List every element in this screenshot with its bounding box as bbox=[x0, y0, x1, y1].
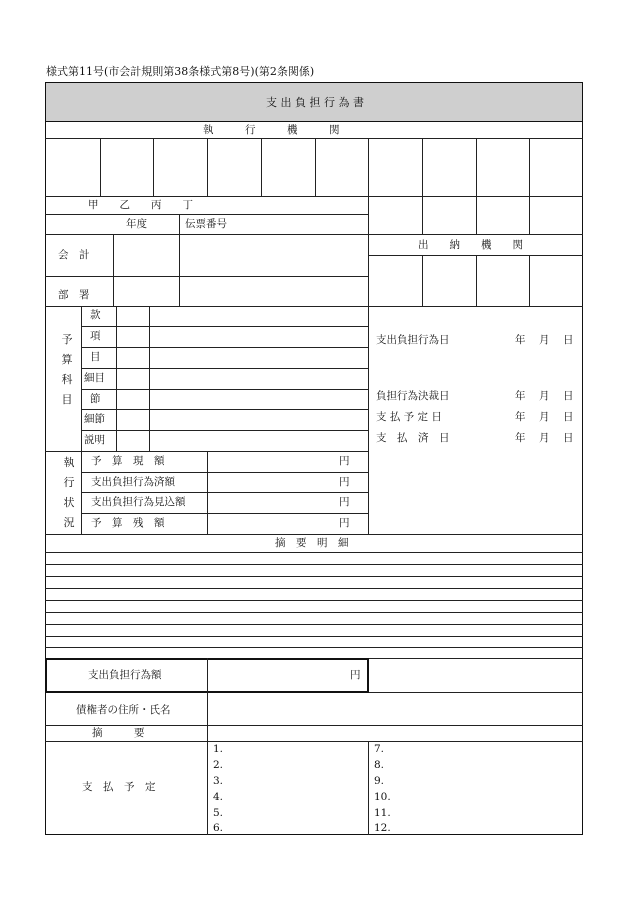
treasury-label: 出 納 機 関 bbox=[418, 239, 523, 251]
payment-slot: 11. bbox=[374, 807, 391, 819]
status-row-label: 予 算 残 額 bbox=[91, 517, 165, 529]
budget-row-label: 細目 bbox=[84, 372, 105, 384]
status-row-label: 支出負担行為見込額 bbox=[91, 496, 186, 508]
payment-slot: 6. bbox=[213, 822, 224, 834]
execution-status-label: 執 行 状 況 bbox=[63, 456, 75, 529]
scheduled-payment-label: 支 払 予 定 日 bbox=[376, 411, 442, 423]
payment-slot: 8. bbox=[374, 759, 385, 771]
department-label: 部 署 bbox=[58, 289, 90, 301]
ymd-month: 月 bbox=[539, 411, 550, 423]
status-row-unit: 円 bbox=[339, 476, 350, 488]
decision-date-label: 負担行為決裁日 bbox=[376, 390, 450, 402]
payment-slot: 12. bbox=[374, 822, 391, 834]
status-row-unit: 円 bbox=[339, 517, 350, 529]
ymd-day: 日 bbox=[563, 432, 574, 444]
ymd-day: 日 bbox=[563, 334, 574, 346]
executing-body-label: 執 行 機 関 bbox=[203, 124, 340, 136]
ymd-month: 月 bbox=[539, 432, 550, 444]
payment-slot: 1. bbox=[213, 743, 224, 755]
commitment-date-label: 支出負担行為日 bbox=[376, 334, 450, 346]
ymd-day: 日 bbox=[563, 390, 574, 402]
payment-slot: 4. bbox=[213, 791, 224, 803]
summary-label: 摘 要 bbox=[92, 727, 145, 739]
voucher-number-label: 伝票番号 bbox=[185, 218, 227, 230]
payment-slot: 5. bbox=[213, 807, 224, 819]
budget-row-label: 説明 bbox=[84, 434, 105, 446]
budget-row-label: 項 bbox=[90, 330, 101, 342]
kou-otsu-hei-tei: 甲 乙 丙 丁 bbox=[88, 199, 193, 211]
form-title: 支 出 負 担 行 為 書 bbox=[266, 96, 364, 109]
budget-items-label: 予 算 科 目 bbox=[61, 333, 73, 406]
form-header: 様式第11号(市会計規則第38条様式第8号)(第2条関係) bbox=[46, 65, 315, 78]
payment-slot: 7. bbox=[374, 743, 385, 755]
ymd-year: 年 bbox=[515, 334, 526, 346]
budget-row-label: 目 bbox=[90, 351, 101, 363]
ymd-year: 年 bbox=[515, 432, 526, 444]
ymd-year: 年 bbox=[515, 411, 526, 423]
payment-slot: 3. bbox=[213, 775, 224, 787]
budget-row-label: 款 bbox=[90, 309, 101, 321]
status-row-unit: 円 bbox=[339, 496, 350, 508]
payment-schedule-label: 支 払 予 定 bbox=[82, 781, 156, 793]
accounting-label: 会 計 bbox=[58, 249, 90, 261]
ymd-year: 年 bbox=[515, 390, 526, 402]
creditor-label: 債権者の住所・氏名 bbox=[76, 704, 171, 716]
status-row-label: 予 算 現 額 bbox=[91, 455, 165, 467]
payment-slot: 9. bbox=[374, 775, 385, 787]
status-row-unit: 円 bbox=[339, 455, 350, 467]
summary-details-label: 摘 要 明 細 bbox=[275, 537, 349, 549]
fiscal-year-label: 年度 bbox=[126, 218, 147, 230]
paid-date-label: 支 払 済 日 bbox=[376, 432, 450, 444]
ymd-day: 日 bbox=[563, 411, 574, 423]
commitment-amount-label: 支出負担行為額 bbox=[88, 669, 162, 681]
payment-slot: 10. bbox=[374, 791, 391, 803]
payment-slot: 2. bbox=[213, 759, 224, 771]
ymd-month: 月 bbox=[539, 334, 550, 346]
budget-row-label: 細節 bbox=[84, 413, 105, 425]
commitment-amount-unit: 円 bbox=[350, 669, 361, 681]
ymd-month: 月 bbox=[539, 390, 550, 402]
budget-row-label: 節 bbox=[90, 393, 101, 405]
status-row-label: 支出負担行為済額 bbox=[91, 476, 175, 488]
